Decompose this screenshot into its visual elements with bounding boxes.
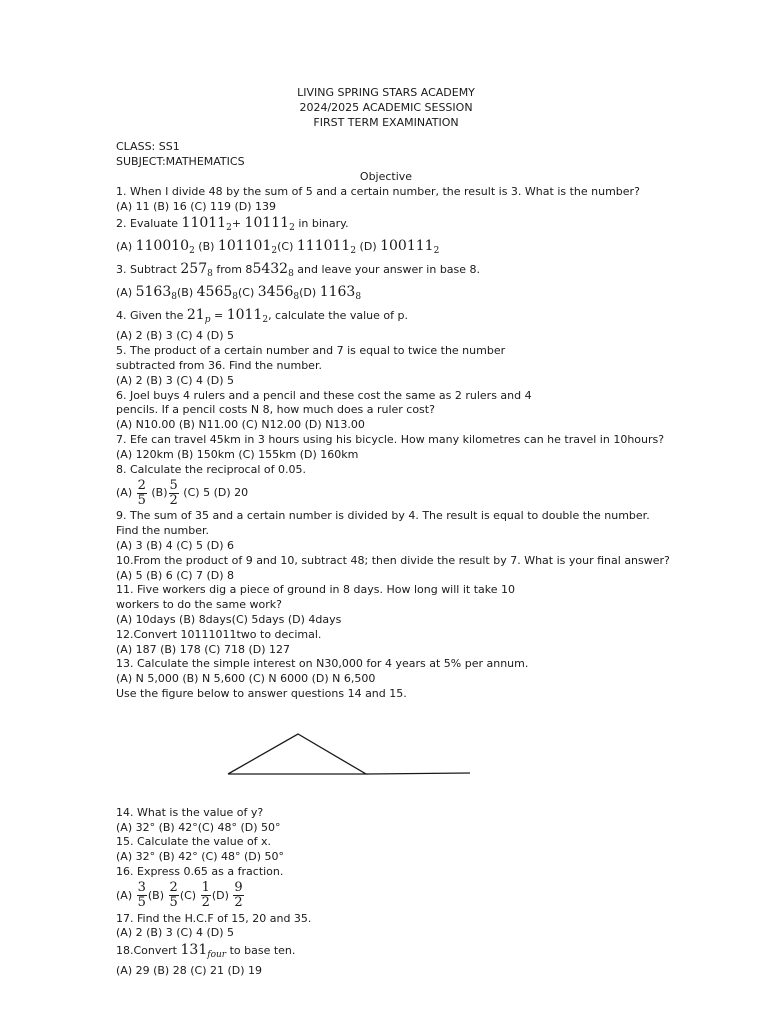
- option-a: $5163_8$: [135, 284, 177, 303]
- question-13: 13. Calculate the simple interest on N30,000 for 4 years at 5% per annum.: [116, 657, 529, 671]
- question-15: 15. Calculate the value of x.: [116, 835, 272, 849]
- option-c-fraction: $\frac{1}{2}$: [201, 880, 210, 911]
- option-d-fraction: $\frac{9}{2}$: [234, 880, 243, 911]
- question-2-suffix: in binary.: [294, 217, 349, 231]
- question-11-line-1: 11. Five workers dig a piece of ground in 8 days. How long will it take 10: [116, 583, 516, 597]
- option-b-fraction: $\frac{5}{2}$: [169, 477, 178, 508]
- question-9-options: (A) 3 (B) 4 (C) 5 (D) 6: [116, 538, 235, 552]
- question-18-options: (A) 29 (B) 28 (C) 21 (D) 19: [116, 964, 263, 978]
- academic-session: 2024/2025 ACADEMIC SESSION: [299, 100, 473, 114]
- question-3-operand-a: $257_8$: [180, 261, 213, 280]
- question-18: 18.Convert $131_{four}$ to base ten.: [116, 942, 296, 961]
- question-4: 4. Given the $21_p = 1011_2$, calculate the value of p.: [116, 307, 408, 326]
- question-5-line-1: 5. The product of a certain number and 7 is equal to twice the number: [116, 344, 506, 358]
- question-12-options: (A) 187 (B) 178 (C) 718 (D) 127: [116, 642, 291, 656]
- triangle-shape: [228, 734, 366, 774]
- option-a-fraction: $\frac{3}{5}$: [137, 880, 146, 911]
- option-b-fraction: $\frac{2}{5}$: [169, 880, 178, 911]
- option-d: $1163_8$: [319, 284, 362, 303]
- question-13-options: (A) N 5,000 (B) N 5,600 (C) N 6000 (D) N 6,500: [116, 672, 376, 686]
- option-c: $3456_8$: [257, 284, 300, 303]
- question-12: 12.Convert 10111011two to decimal.: [116, 627, 322, 641]
- question-3: 3. Subtract $257_8$ from $85432_8$ and leave your answer in base 8.: [116, 261, 481, 280]
- plus-sign: +: [231, 217, 245, 231]
- option-a: $110010_2$: [135, 238, 195, 257]
- question-17: 17. Find the H.C.F of 15, 20 and 35.: [116, 911, 312, 925]
- school-name: LIVING SPRING STARS ACADEMY: [297, 86, 475, 99]
- question-11-line-2: workers to do the same work?: [116, 598, 282, 612]
- question-3-operand-b: $5432_8$: [252, 261, 294, 280]
- question-14: 14. What is the value of y?: [116, 805, 264, 819]
- subject-label: SUBJECT:MATHEMATICS: [116, 155, 245, 169]
- exam-title: FIRST TERM EXAMINATION: [313, 115, 459, 129]
- question-16-options: (A) $\frac{3}{5}$ (B) $\frac{2}{5}$ (C) $\frac{1}{2}$ (D) $\frac{9}{2}$: [116, 880, 243, 911]
- option-d: $100111_2$: [380, 238, 440, 257]
- spacer: [116, 130, 656, 140]
- question-18-numeral: $131_{four}$: [180, 942, 227, 961]
- class-label: CLASS: SS1: [116, 140, 180, 154]
- option-b: $101101_2$: [217, 238, 278, 257]
- question-2: [116, 214, 656, 237]
- triangle-diagram: [226, 724, 476, 776]
- question-14-options: (A) 32° (B) 42°(C) 48° (D) 50°: [116, 820, 281, 834]
- question-3-options: (A) $5163_8(B)$ $4565_8(C)$ $3456_8(D)$ $1163_8$: [116, 284, 362, 303]
- option-b: $4565_8$: [196, 284, 238, 303]
- section-heading: Objective: [359, 169, 413, 183]
- question-10: 10.From the product of 9 and 10, subtract 48; then divide the result by 7. What is your final answer?: [116, 553, 670, 567]
- question-16: 16. Express 0.65 as a fraction.: [116, 864, 284, 878]
- exam-page: [116, 86, 670, 979]
- question-9: 9. The sum of 35 and a certain number is divided by 4. The result is equal to double the number. Find the number.: [116, 509, 650, 538]
- extended-base-line: [366, 773, 470, 774]
- question-8: 8. Calculate the reciprocal of 0.05.: [116, 462, 306, 476]
- question-6-line-1: 6. Joel buys 4 rulers and a pencil and these cost the same as 2 rulers and 4: [116, 388, 532, 402]
- question-2-operand-a: $11011_2$: [181, 215, 232, 234]
- question-17-options: (A) 2 (B) 3 (C) 4 (D) 5: [116, 926, 235, 940]
- question-8-options: (A) $\frac{2}{5}$ (B) $\frac{5}{2}$ (C) 5 (D) 20: [116, 477, 249, 508]
- question-6-line-2: pencils. If a pencil costs N 8, how much does a ruler cost?: [116, 403, 435, 417]
- question-15-options: (A) 32° (B) 42° (C) 48° (D) 50°: [116, 850, 285, 864]
- question-4-operand-a: $21_p$: [186, 307, 211, 326]
- question-10-options: (A) 5 (B) 6 (C) 7 (D) 8: [116, 568, 235, 582]
- question-2-options: (A) $110010_2$ (B) $101101_2(C)$ $111011_2$ (D) $100111_2$: [116, 238, 440, 257]
- question-5-line-2: subtracted from 36. Find the number.: [116, 358, 322, 372]
- question-7-options: (A) 120km (B) 150km (C) 155km (D) 160km: [116, 447, 359, 461]
- question-2-operand-b: $10111_2$: [244, 215, 295, 234]
- figure-intro: Use the figure below to answer questions 14 and 15.: [116, 686, 407, 700]
- question-1-options: (A) 11 (B) 16 (C) 119 (D) 139: [116, 199, 277, 213]
- question-1: 1. When I divide 48 by the sum of 5 and a certain number, the result is 3. What is the number?: [116, 184, 640, 198]
- option-a-fraction: $\frac{2}{5}$: [137, 477, 146, 508]
- question-2-prefix: 2. Evaluate: [116, 217, 182, 231]
- question-4-options: (A) 2 (B) 3 (C) 4 (D) 5: [116, 329, 235, 343]
- question-11-options: (A) 10days (B) 8days(C) 5days (D) 4days: [116, 612, 342, 626]
- triangle-figure: [116, 702, 656, 806]
- question-5-options: (A) 2 (B) 3 (C) 4 (D) 5: [116, 373, 235, 387]
- question-4-operand-b: $1011_2$: [226, 307, 269, 326]
- question-7: 7. Efe can travel 45km in 3 hours using his bicycle. How many kilometres can he travel in 10hours?: [116, 432, 665, 446]
- option-c: $111011_2$: [296, 238, 357, 257]
- question-6-options: (A) N10.00 (B) N11.00 (C) N12.00 (D) N13.00: [116, 418, 365, 432]
